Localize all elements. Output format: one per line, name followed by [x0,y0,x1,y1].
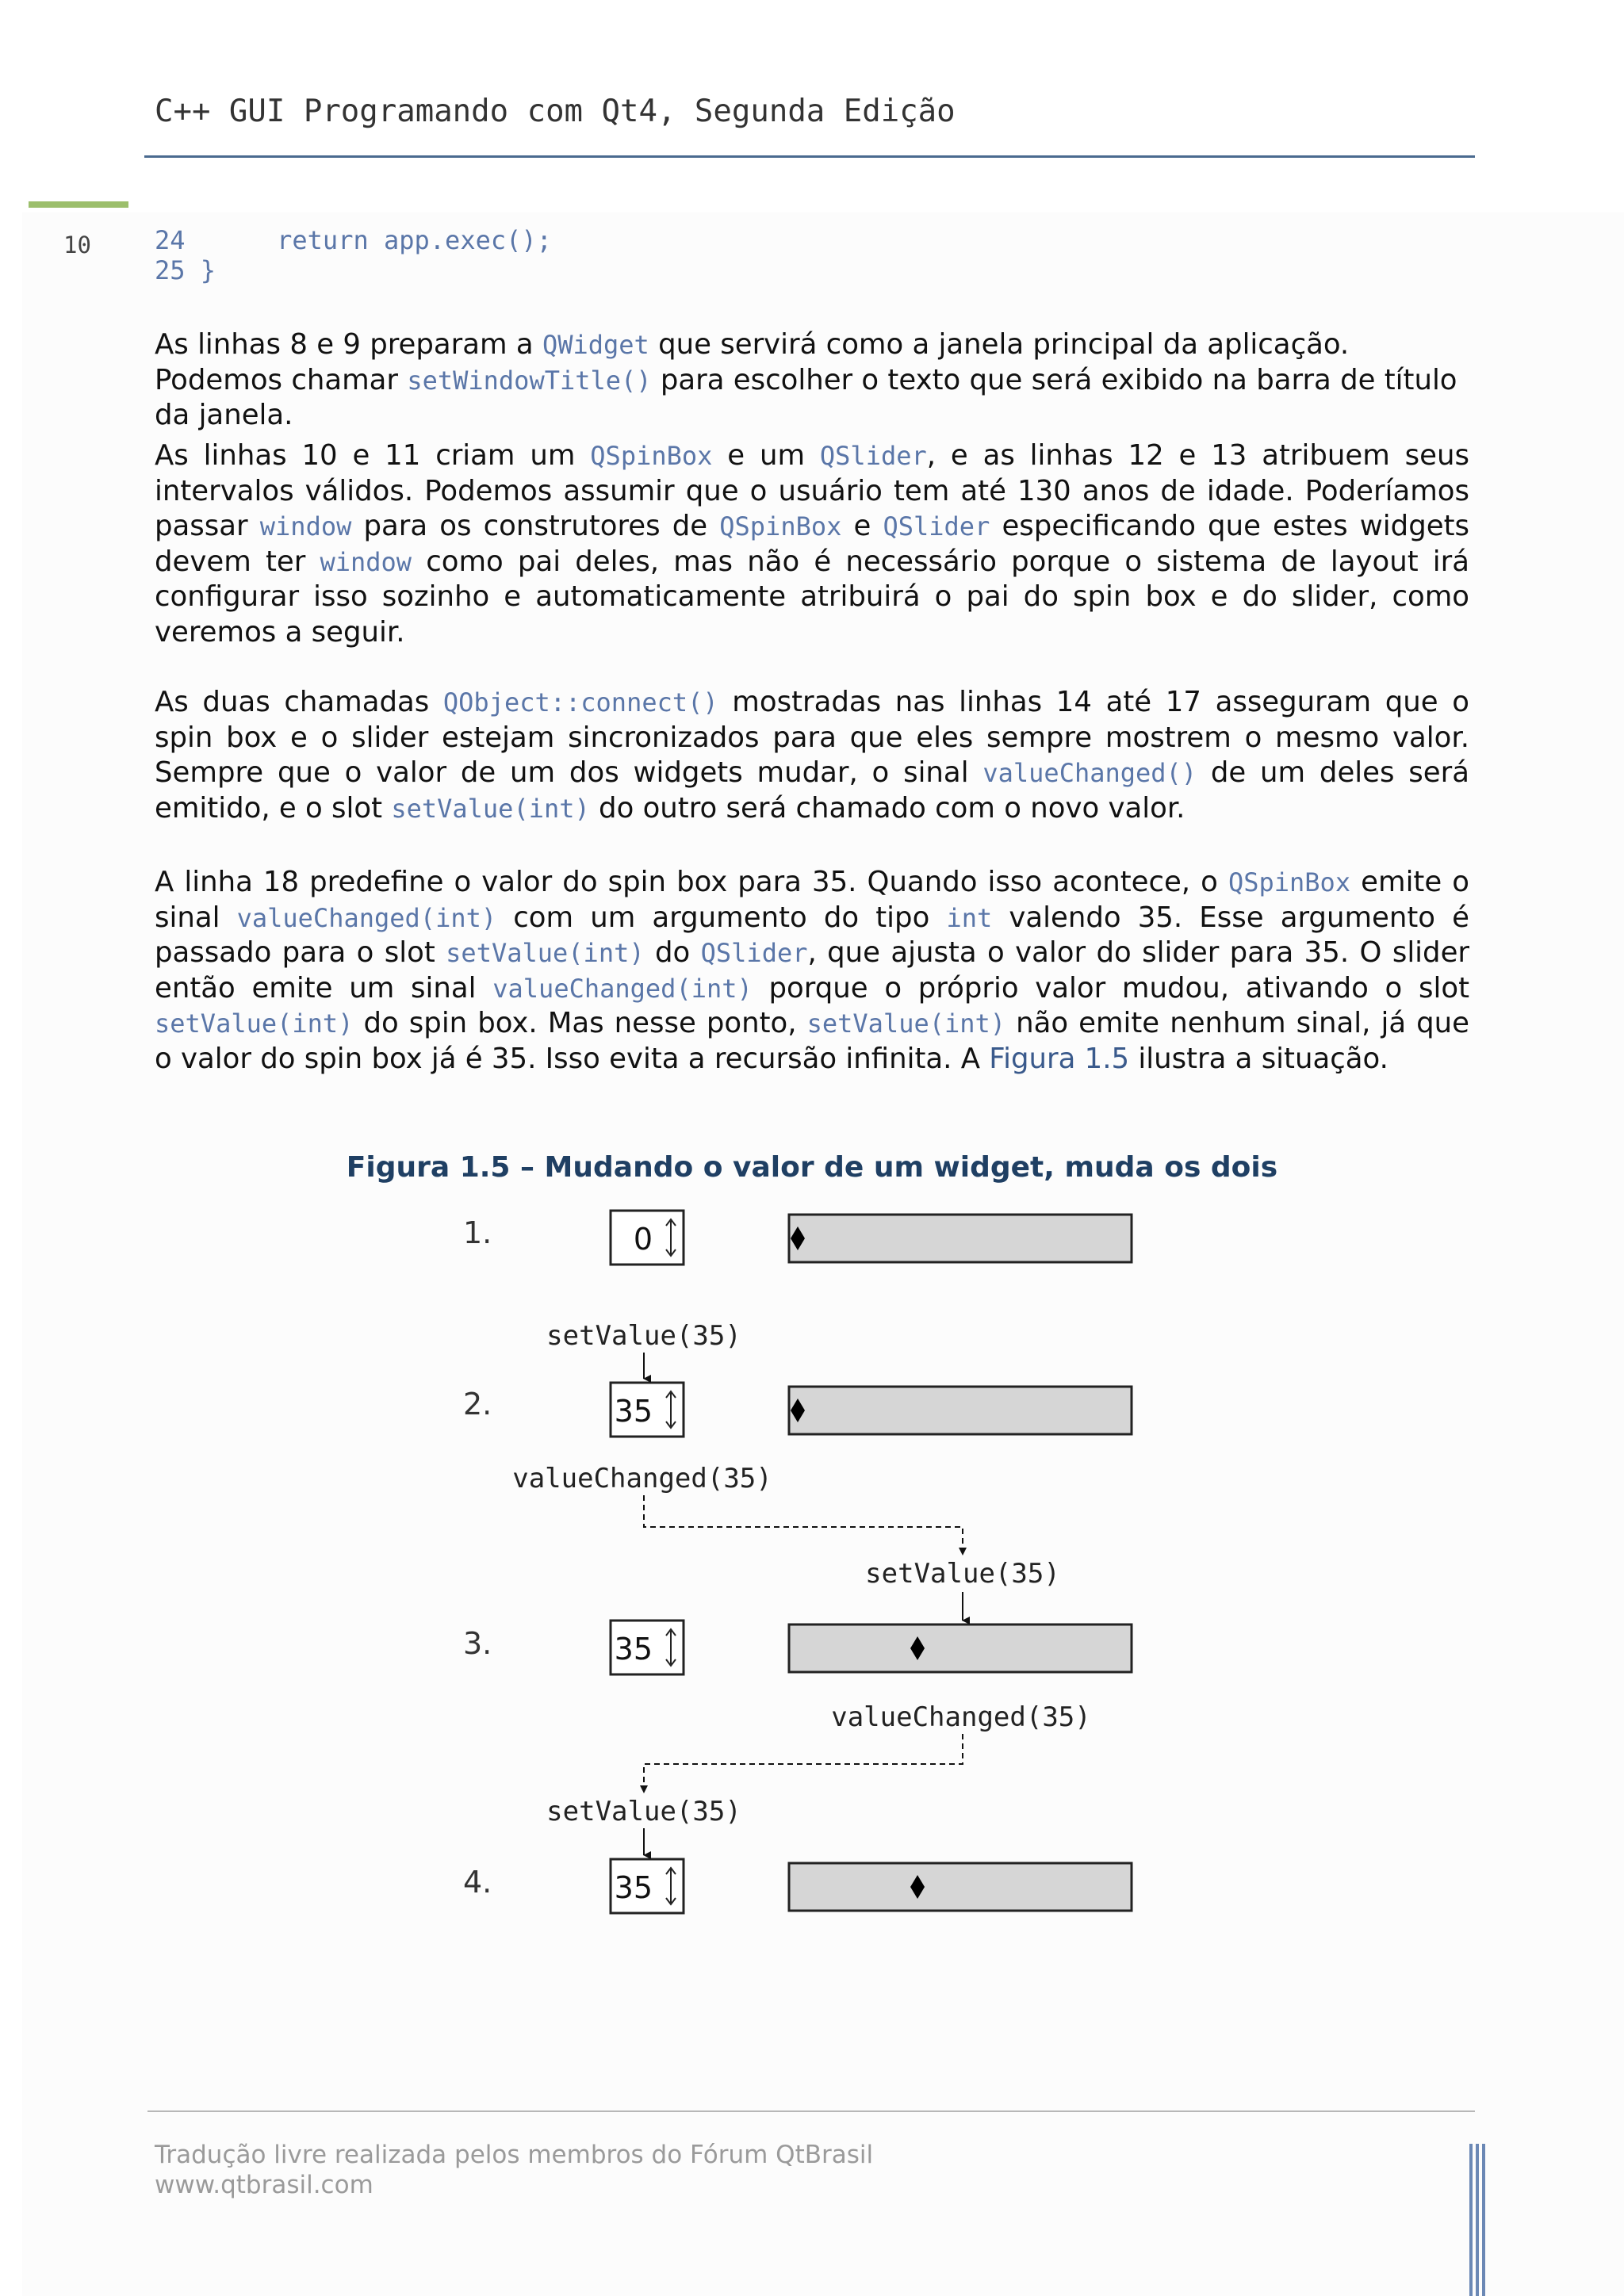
code-setvalue: setValue(int) [446,938,645,968]
spinbox-1-value: 0 [633,1222,653,1257]
spinbox-2 [611,1383,684,1437]
code-qslider: QSlider [700,938,808,968]
arrow-head [959,1548,967,1556]
step-number-2: 2. [463,1387,492,1422]
figure-reference-link[interactable]: Figura 1.5 [989,1042,1130,1075]
page-accent-mark [29,201,128,208]
code-setvalue: setValue(int) [155,1008,354,1039]
code-valuechanged-int: valueChanged(int) [492,973,753,1004]
code-valuechanged-int: valueChanged(int) [236,902,497,933]
code-window: window [320,546,412,577]
spinbox-3 [611,1621,684,1674]
footer-decor-bar [1482,2144,1485,2296]
code-setvalue: setValue(int) [806,1008,1006,1039]
slider-1 [789,1215,1132,1262]
code-setvalue: setValue(int) [391,793,590,824]
header-divider [144,155,1475,158]
arrow-dashed-spinbox-to-slider [644,1495,963,1552]
spinbox-3-value: 35 [614,1632,653,1667]
label-setvalue-1: setValue(35) [546,1320,741,1352]
label-setvalue-3: setValue(35) [546,1796,741,1827]
slider-3 [789,1624,1132,1672]
label-valuechanged-2: valueChanged(35) [831,1701,1091,1733]
figure-caption: Figura 1.5 – Mudando o valor de um widget, muda os dois [346,1151,1278,1184]
book-title-header: C++ GUI Programando com Qt4, Segunda Edição [155,94,956,129]
step-number-4: 4. [463,1865,492,1900]
footer-decor-bar [1476,2144,1479,2296]
code-valuechanged: valueChanged() [982,758,1197,788]
paragraph-1: As linhas 8 e 9 preparam a QWidget que servirá como a janela principal da aplicação. Podemos chamar setWindowTitle() para escolher o texto que será exibido na barra de título da janela. [155,328,1457,431]
footer-divider [147,2110,1475,2112]
footer-credit: Tradução livre realizada pelos membros do Fórum QtBrasil [155,2141,874,2169]
code-qspinbox: QSpinBox [590,441,713,471]
spinbox-4 [611,1859,684,1913]
arrow-dashed-slider-to-spinbox [644,1734,963,1790]
page-number: 10 [63,232,91,258]
arrow-head [640,1785,648,1793]
code-qslider: QSlider [819,441,927,471]
code-qobject-connect: QObject::connect() [442,687,718,718]
code-line-25: 25 } [155,255,216,285]
paragraph-2: As linhas 10 e 11 criam um QSpinBox e um QSlider, e as linhas 12 e 13 atribuem seus intervalos válidos. Podemos assumir que o usuário tem até 130 anos de idade. Poderíamos passar window para os construtores de QSpinBox e QSlider especificando que estes widgets devem ter window como pai deles, mas não é necessário porque o sistema de layout irá configurar isso sozinho e automaticamente atribuirá o pai do spin box e do slider, como veremos a seguir. [155,439,1469,649]
code-qspinbox: QSpinBox [719,511,842,541]
step-number-3: 3. [463,1626,492,1661]
slider-2 [789,1387,1132,1434]
code-qwidget: QWidget [542,330,649,360]
footer-url[interactable]: www.qtbrasil.com [155,2171,373,2199]
code-line-24: 24 return app.exec(); [155,225,552,255]
label-setvalue-2: setValue(35) [865,1558,1060,1590]
spinbox-4-value: 35 [614,1870,653,1905]
spinbox-1 [611,1211,684,1265]
code-qspinbox: QSpinBox [1228,867,1351,897]
paragraph-3: As duas chamadas QObject::connect() mostradas nas linhas 14 até 17 asseguram que o spin box e o slider estejam sincronizados para que eles sempre mostrem o mesmo valor. Sempre que o valor de um dos widgets mudar, o sinal valueChanged() de um deles será emitido, e o slot setValue(int) do outro será chamado com o novo valor. [155,686,1469,825]
code-qslider: QSlider [883,511,990,541]
figure-svg [444,1205,1158,1934]
code-setwindowtitle: setWindowTitle() [407,365,652,396]
signal-slot-figure [444,1205,1158,1934]
label-valuechanged-1: valueChanged(35) [512,1463,772,1494]
step-number-1: 1. [463,1215,492,1250]
code-int: int [946,902,993,933]
slider-4 [789,1863,1132,1911]
paragraph-4: A linha 18 predefine o valor do spin box para 35. Quando isso acontece, o QSpinBox emite o sinal valueChanged(int) com um argumento do tipo int valendo 35. Esse argumento é passado para o slot setValue(int) do QSlider, que ajusta o valor do slider para 35. O slider então emite um sinal valueChanged(int) porque o próprio valor mudou, ativando o slot setValue(int) do spin box. Mas nesse ponto, setValue(int) não emite nenhum sinal, já que o valor do spin box já é 35. Isso evita a recursão infinita. A Figura 1.5 ilustra a situação. [155,866,1470,1075]
code-window: window [259,511,352,541]
footer-decor-bar [1469,2144,1473,2296]
spinbox-2-value: 35 [614,1394,653,1429]
